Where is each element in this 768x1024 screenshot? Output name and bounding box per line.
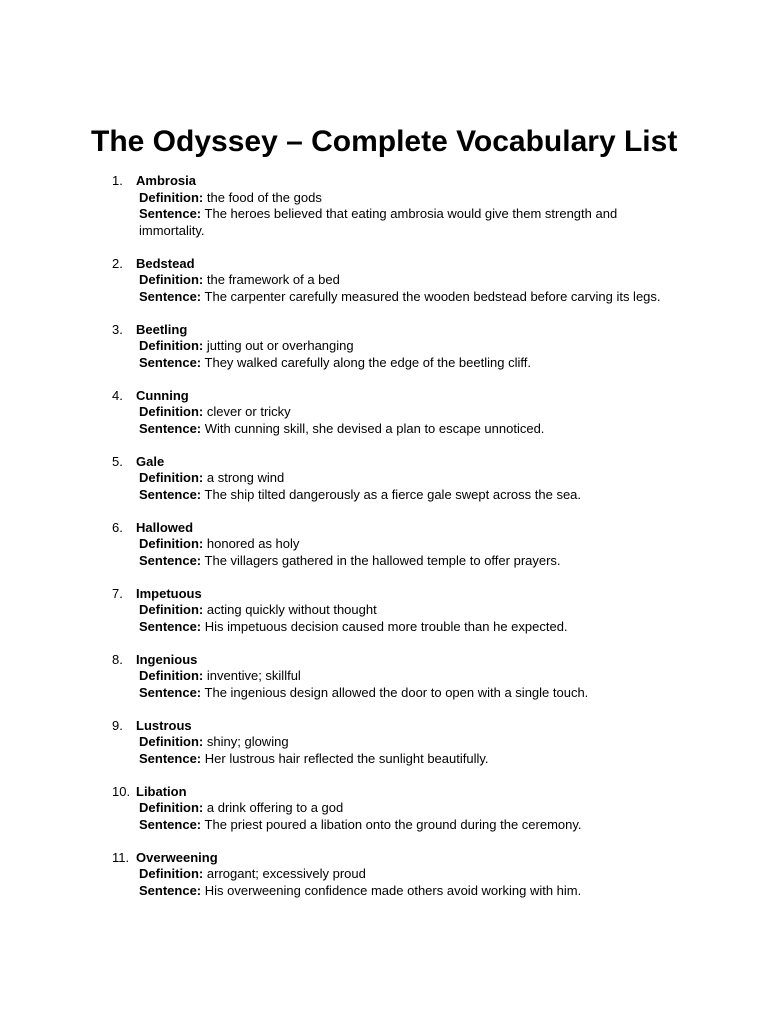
vocab-term: Ingenious (136, 651, 198, 667)
item-number: 7. (112, 585, 123, 601)
sentence-line (136, 817, 668, 834)
item-number: 8. (112, 651, 123, 667)
definition-line (136, 338, 668, 355)
vocab-item (0, 652, 668, 702)
sentence-line (136, 487, 668, 504)
sentence-text: The priest poured a libation onto the ground during the ceremony. (204, 816, 582, 832)
definition-label: Definition: (139, 602, 204, 617)
vocab-term: Impetuous (136, 585, 202, 601)
sentence-text: His impetuous decision caused more trouble than he expected. (204, 618, 568, 634)
item-number: 4. (112, 387, 123, 403)
definition-line (136, 668, 668, 685)
definition-text: the framework of a bed (206, 272, 340, 287)
vocab-item (0, 454, 668, 504)
definition-label: Definition: (139, 272, 204, 287)
sentence-label: Sentence: (139, 354, 202, 370)
sentence-line (136, 421, 668, 438)
sentence-label: Sentence: (139, 816, 202, 832)
definition-line (136, 470, 668, 487)
sentence-line (136, 685, 668, 702)
definition-text: honored as holy (206, 536, 300, 551)
vocab-term: Libation (136, 783, 187, 799)
vocab-item (0, 322, 668, 372)
vocab-item (0, 784, 668, 834)
definition-label: Definition: (139, 734, 204, 749)
definition-label: Definition: (139, 404, 204, 419)
sentence-text: The heroes believed that eating ambrosia would give them strength and immortality. (139, 206, 618, 238)
item-number: 3. (112, 321, 123, 337)
definition-line (136, 272, 668, 289)
sentence-label: Sentence: (139, 750, 202, 766)
definition-text: jutting out or overhanging (206, 338, 354, 353)
sentence-text: The carpenter carefully measured the wooden bedstead before carving its legs. (204, 288, 661, 304)
sentence-line (136, 553, 668, 570)
definition-line (136, 866, 668, 883)
vocab-term: Beetling (136, 321, 188, 337)
sentence-label: Sentence: (139, 420, 202, 436)
vocab-item (0, 256, 668, 306)
definition-text: acting quickly without thought (206, 602, 377, 617)
vocab-item (0, 520, 668, 570)
sentence-label: Sentence: (139, 618, 202, 634)
vocab-term: Hallowed (136, 519, 194, 535)
sentence-text: The ingenious design allowed the door to open with a single touch. (204, 684, 589, 700)
definition-line (136, 734, 668, 751)
vocab-term: Lustrous (136, 717, 192, 733)
definition-label: Definition: (139, 470, 204, 485)
definition-line (136, 602, 668, 619)
sentence-text: They walked carefully along the edge of the beetling cliff. (204, 354, 531, 370)
sentence-line (136, 883, 668, 900)
vocab-term: Cunning (136, 387, 189, 403)
item-number: 11. (112, 849, 130, 865)
definition-label: Definition: (139, 536, 204, 551)
sentence-line (136, 619, 668, 636)
definition-text: the food of the gods (206, 189, 322, 205)
item-number: 9. (112, 717, 123, 733)
definition-text: a drink offering to a god (206, 800, 344, 815)
sentence-text: The villagers gathered in the hallowed temple to offer prayers. (204, 552, 561, 568)
sentence-text: The ship tilted dangerously as a fierce gale swept across the sea. (204, 486, 582, 502)
sentence-line (136, 289, 668, 306)
vocab-item (0, 586, 668, 636)
definition-line (136, 800, 668, 817)
vocab-item (0, 173, 668, 239)
sentence-label: Sentence: (139, 684, 202, 700)
sentence-label: Sentence: (139, 288, 202, 304)
definition-text: shiny; glowing (206, 734, 289, 749)
sentence-label: Sentence: (139, 486, 202, 502)
sentence-text: With cunning skill, she devised a plan to escape unnoticed. (204, 420, 545, 436)
sentence-text: His overweening confidence made others avoid working with him. (204, 882, 582, 898)
vocab-term: Overweening (136, 849, 218, 865)
definition-text: clever or tricky (206, 404, 291, 419)
definition-label: Definition: (139, 800, 204, 815)
definition-line (136, 536, 668, 553)
sentence-line (136, 751, 668, 768)
sentence-label: Sentence: (139, 552, 202, 568)
item-number: 5. (112, 453, 123, 469)
item-number: 10. (112, 783, 131, 799)
definition-line (136, 190, 668, 207)
definition-text: inventive; skillful (206, 668, 301, 683)
definition-line (136, 404, 668, 421)
definition-label: Definition: (139, 189, 204, 205)
vocab-item (0, 388, 668, 438)
definition-label: Definition: (139, 668, 204, 683)
definition-text: a strong wind (206, 470, 285, 485)
page-title: The Odyssey – Complete Vocabulary List (91, 125, 678, 158)
sentence-label: Sentence: (139, 206, 202, 221)
item-number: 1. (112, 173, 123, 188)
vocab-term: Gale (136, 453, 165, 469)
sentence-label: Sentence: (139, 882, 202, 898)
item-number: 2. (112, 255, 123, 271)
vocab-term: Bedstead (136, 255, 195, 271)
vocabulary-list (0, 173, 768, 916)
sentence-line (136, 206, 668, 239)
vocab-item (0, 718, 668, 768)
sentence-line (136, 355, 668, 372)
sentence-text: Her lustrous hair reflected the sunlight beautifully. (204, 750, 489, 766)
vocab-item (0, 850, 668, 900)
vocab-term: Ambrosia (136, 173, 196, 188)
item-number: 6. (112, 519, 123, 535)
definition-text: arrogant; excessively proud (206, 866, 366, 881)
definition-label: Definition: (139, 866, 204, 881)
definition-label: Definition: (139, 338, 204, 353)
